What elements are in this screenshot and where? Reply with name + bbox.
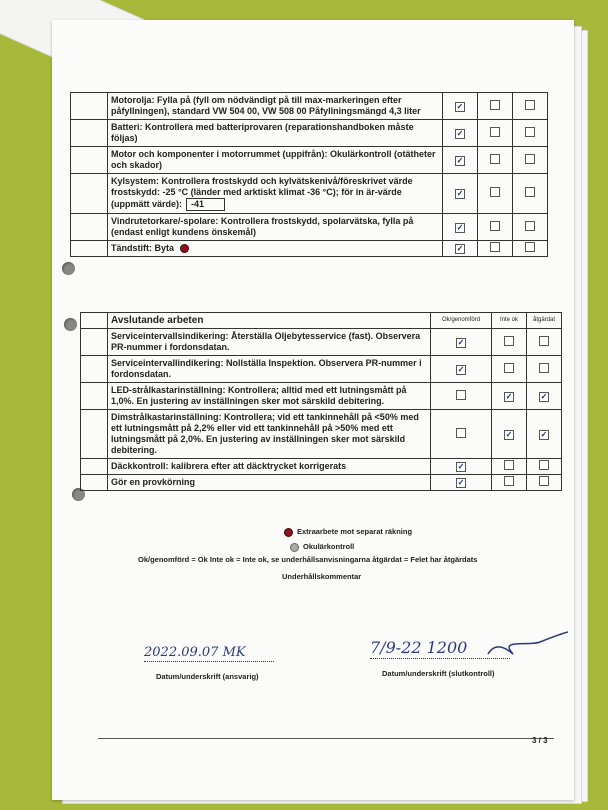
inte-ok-cell [478,241,513,257]
ok-checkbox[interactable]: ✓ [457,478,465,487]
inte-ok-checkbox[interactable]: ✓ [505,429,513,439]
inte-ok-cell [478,120,513,147]
ok-cell [443,214,478,241]
inte-ok-cell [478,93,513,120]
atgardat-cell [513,214,548,241]
legend-extra-text: Extraarbete mot separat räkning [297,527,413,536]
ok-checkbox[interactable] [456,390,466,400]
closing-row [81,459,562,475]
closing-row [81,410,562,459]
punch-hole [62,262,75,275]
row-number-cell [81,475,108,491]
ok-cell [431,459,492,475]
closing-title: Avslutande arbeten [108,313,431,329]
atgardat-checkbox[interactable]: ✓ [540,429,548,439]
row-number-cell [81,410,108,459]
col-atg-header: åtgärdat [527,313,562,329]
inte-ok-cell [492,356,527,383]
maintenance-table [70,92,548,257]
red-dot-icon [284,528,293,537]
inte-ok-cell [492,410,527,459]
legend-extra [284,527,412,537]
maintenance-row [71,174,548,214]
atgardat-cell [513,93,548,120]
col-inte-header: Inte ok [492,313,527,329]
atgardat-checkbox[interactable] [539,460,549,470]
inte-ok-checkbox[interactable] [490,221,500,231]
inte-ok-cell [492,475,527,491]
ok-cell [431,356,492,383]
atgardat-checkbox[interactable] [525,100,535,110]
inte-ok-checkbox[interactable] [504,476,514,486]
signature-right-label: Datum/underskrift (slutkontroll) [382,669,495,678]
ok-cell [431,410,492,459]
closing-item-text: Serviceintervallsindikering: Återställa Oljebytesservice (fast). Observera PR-nummer i fordonsdatan. [108,329,431,356]
maintenance-item-text: Tändstift: Byta [108,241,443,257]
closing-row [81,383,562,410]
ok-checkbox[interactable] [456,428,466,438]
ok-checkbox[interactable]: ✓ [457,462,465,471]
page-number: 3 / 3 [532,736,548,745]
signature-line [144,661,274,662]
atgardat-checkbox[interactable] [539,336,549,346]
ok-cell [431,475,492,491]
inte-ok-checkbox[interactable] [490,154,500,164]
inte-ok-cell [478,214,513,241]
ok-checkbox[interactable]: ✓ [457,364,465,374]
closing-row [81,356,562,383]
row-number-cell [81,329,108,356]
ok-cell [431,383,492,410]
inte-ok-checkbox[interactable] [504,363,514,373]
measured-value-field[interactable]: -41 [186,198,225,211]
row-number-cell [81,356,108,383]
maintenance-row [71,214,548,241]
row-number-cell [81,383,108,410]
maintenance-row [71,147,548,174]
ok-checkbox[interactable]: ✓ [456,189,464,198]
row-number-cell [71,214,108,241]
atgardat-checkbox[interactable] [525,154,535,164]
atgardat-cell [527,459,562,475]
closing-row [81,329,562,356]
closing-table [80,312,562,491]
maintenance-item-text: Motorolja: Fylla på (fyll om nödvändigt på till max-markeringen efter påfyllningen), standard VW 504 00, VW 508 00 Påfyllningsmängd 4,3 liter [108,93,443,120]
atgardat-checkbox[interactable] [539,363,549,373]
punch-hole [64,318,77,331]
closing-header-row [81,313,562,329]
atgardat-checkbox[interactable]: ✓ [540,391,548,401]
row-number-cell [71,147,108,174]
maintenance-row [71,120,548,147]
ok-checkbox[interactable]: ✓ [456,101,464,111]
atgardat-checkbox[interactable] [525,221,535,231]
footer-rule [98,738,554,739]
document-page [52,20,574,800]
atgardat-cell [527,410,562,459]
signature-left-handwriting: 2022.09.07 MK [144,645,246,660]
inte-ok-checkbox[interactable] [504,336,514,346]
inte-ok-cell [478,147,513,174]
ok-checkbox[interactable]: ✓ [456,222,464,232]
row-number-cell [71,241,108,257]
maintenance-item-text: Kylsystem: Kontrollera frostskydd och kylvätskenivå/föreskrivet värde frostskydd: -25 °C (länder med arktiskt klimat -36 °C); för in är-värde (uppmätt värde): -41 [108,174,443,214]
legend-key: Ok/genomförd = Ok Inte ok = Inte ok, se underhållsanvisningarna åtgärdat = Felet har åtgärdats [138,555,478,564]
signature-line [370,658,510,659]
maintenance-comment-label: Underhållskommentar [282,572,362,581]
inte-ok-cell [492,383,527,410]
atgardat-checkbox[interactable] [525,187,535,197]
ok-cell [431,329,492,356]
ok-checkbox[interactable]: ✓ [456,128,464,138]
ok-cell [443,241,478,257]
ok-cell [443,147,478,174]
closing-item-text: Serviceintervallindikering: Nollställa Inspektion. Observera PR-nummer i fordonsdatan. [108,356,431,383]
inte-ok-cell [478,174,513,214]
inte-ok-checkbox[interactable] [490,242,500,252]
row-number-cell [71,93,108,120]
closing-item-text: Gör en provkörning [108,475,431,491]
grey-dot-icon [290,543,299,552]
inte-ok-checkbox[interactable]: ✓ [505,391,513,401]
signature-right-handwriting: 7/9-22 1200 [370,638,468,657]
inte-ok-checkbox[interactable] [504,460,514,470]
ok-checkbox[interactable]: ✓ [457,337,465,347]
atgardat-cell [527,329,562,356]
atgardat-cell [527,356,562,383]
extra-work-icon [180,244,189,253]
maintenance-row [71,93,548,120]
inte-ok-cell [492,329,527,356]
row-number-cell [81,459,108,475]
ok-checkbox[interactable]: ✓ [456,155,464,165]
inte-ok-cell [492,459,527,475]
legend-visual [290,542,354,552]
ok-cell [443,174,478,214]
atgardat-cell [513,241,548,257]
inte-ok-checkbox[interactable] [490,187,500,197]
ok-cell [443,93,478,120]
maintenance-item-text: Vindrutetorkare/-spolare: Kontrollera frostskydd, spolarvätska, fylla på (endast enligt kundens önskemål) [108,214,443,241]
closing-item-text: Dimstrålkastarinställning: Kontrollera; vid ett tankinnehåll på <50% med ett lutningsmått på 2,2% eller vid ett tankinnehåll på >50% med ett lutningsmått på 2,0%. En justering av inställningen sker mot särskild debitering. [108,410,431,459]
closing-row [81,475,562,491]
atgardat-cell [513,147,548,174]
atgardat-checkbox[interactable] [525,242,535,252]
atgardat-checkbox[interactable] [539,476,549,486]
inte-ok-checkbox[interactable] [490,127,500,137]
atgardat-cell [527,475,562,491]
closing-item-text: LED-strålkastarinställning: Kontrollera; alltid med ett lutningsmått på 1,0%. En justering av inställningen sker mot särskild debitering. [108,383,431,410]
ok-checkbox[interactable]: ✓ [456,244,464,253]
ok-cell [443,120,478,147]
inte-ok-checkbox[interactable] [490,100,500,110]
atgardat-cell [513,120,548,147]
row-number-cell [71,120,108,147]
row-number-cell [71,174,108,214]
atgardat-checkbox[interactable] [525,127,535,137]
atgardat-cell [527,383,562,410]
closing-item-text: Däckkontroll: kalibrera efter att däcktrycket korrigerats [108,459,431,475]
signature-left-label: Datum/underskrift (ansvarig) [156,672,259,681]
col-ok-header: Ok/genomförd [431,313,492,329]
maintenance-item-text: Motor och komponenter i motorrummet (uppifrån): Okulärkontroll (otätheter och skador) [108,147,443,174]
maintenance-row [71,241,548,257]
legend-visual-text: Okulärkontroll [303,542,355,551]
maintenance-item-text: Batteri: Kontrollera med batteriprovaren (reparationshandboken måste följas) [108,120,443,147]
atgardat-cell [513,174,548,214]
